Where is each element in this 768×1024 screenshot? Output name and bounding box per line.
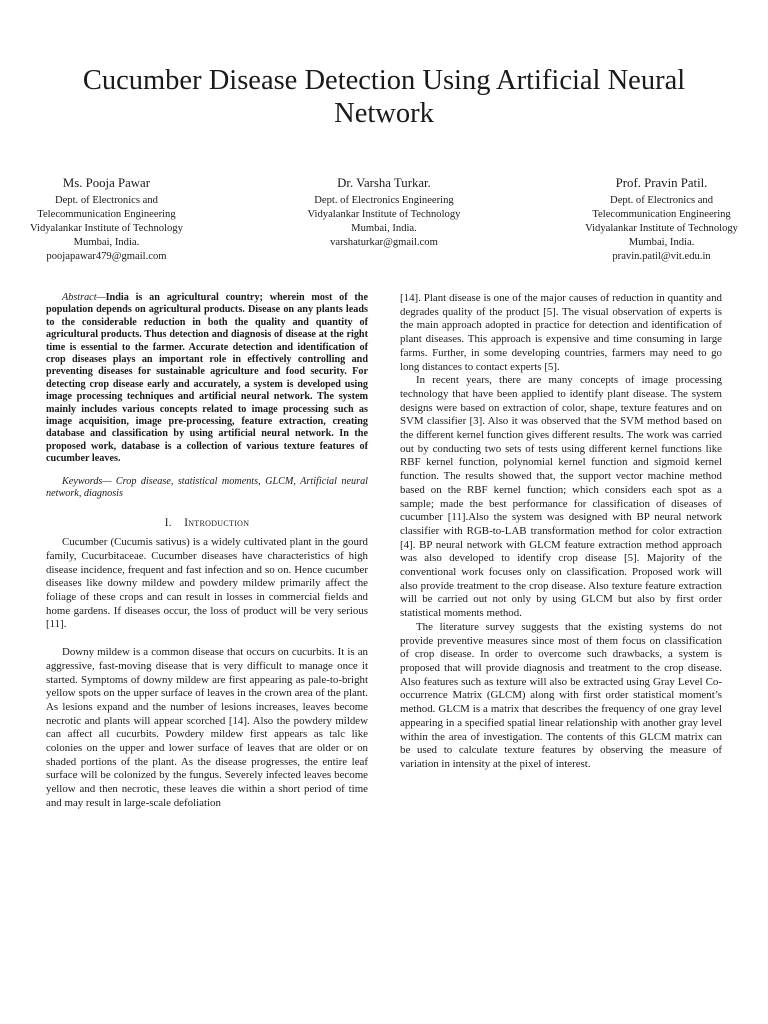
author-location: Mumbai, India.: [628, 237, 695, 248]
author-block: [30, 176, 738, 264]
author-institute: Vidyalankar Institute of Technology: [585, 223, 738, 234]
keywords-text: Crop disease, statistical moments, GLCM, Artificial neural network, diagnosis: [46, 475, 368, 500]
author-location: Mumbai, India.: [351, 223, 417, 234]
section-title-rest: ntroduction: [188, 516, 250, 529]
body-paragraph: Cucumber (Cucumis sativus) is a widely cultivated plant in the gourd family, Cucurbitaceae. Cucumber diseases have characteristics of high disease incidence, frequent and fast infection and so on. Hence cucumber diseases like downy mildew and powdery mildew primarily affect the foliage of these crops and can result in losses in commercial fields and home gardens. If diseases occur, the loss of product will be very serious [11].: [46, 536, 368, 631]
author-institute: Vidyalankar Institute of Technology: [30, 223, 183, 234]
section-number: I.: [164, 516, 172, 529]
author-name: Ms. Pooja Pawar: [62, 176, 150, 190]
author-email: poojapawar479@gmail.com: [46, 251, 167, 262]
abstract: [46, 292, 368, 466]
author-location: Mumbai, India.: [73, 237, 140, 248]
paper-title: Cucumber Disease Detection Using Artificial Neural Network: [82, 65, 686, 129]
body-paragraph: [14]. Plant disease is one of the major causes of reduction in quantity and degrades quality of the product [5]. The visual observation of experts is the main approach adopted in practice for detection and identification of plant diseases. This approach is expensive and time consuming in large farms. Further, in some developing countries, farmers may need to go long distances to contact experts [5].: [400, 292, 722, 373]
author-affiliation: Dept. of Electronics and: [610, 195, 714, 206]
author-name: Prof. Pravin Patil.: [615, 176, 708, 190]
keywords: [46, 476, 368, 501]
author-2: [308, 176, 461, 264]
author-email: pravin.patil@vit.edu.in: [612, 251, 711, 262]
section-initial: I: [184, 516, 189, 529]
author-affiliation: Dept. of Electronics and: [54, 195, 158, 206]
author-name: Dr. Varsha Turkar.: [337, 176, 431, 190]
body-paragraph: In recent years, there are many concepts of image processing technology that have been applied to identify plant disease. The system designs were based on extraction of color, shape, texture features and on SVM classifier [3]. Also it was observed that the SVM method based on the different kernel function gives different results. The work was carried out by conducting two sets of tests using different kernel functions like RBF kernel function, polynomial kernel function and sigmoid kernel function. The results showed that, the support vector machine method based on the RBF kernel function; which considers each spot as a sample; made the best performance for classification of diseases of cucumber [11].Also the system was designed with BP neural network classifier with RGB-to-LAB transformation method for color extraction [4]. BP neural network with GLCM feature extraction method approach was also developed to identify crop disease [5]. Majority of the conventional work focuses only on classification. Proposed work will also provide treatment to the crop disease. Also texture feature extraction will be carried out not only by using GLCM but also by first order statistical moments method.: [400, 374, 722, 620]
author-email: varshaturkar@gmail.com: [330, 237, 438, 248]
body-paragraph: The literature survey suggests that the existing systems do not provide preventive measures since most of them focus on classification of crop disease. In order to overcome such drawbacks, a system is proposed that will provide diagnosis and treatment to the crop disease. Also features such as texture will also be extracted using Gray Level Co-occurrence Matrix (GLCM) along with first order statistical moment’s method. GLCM is a matrix that describes the frequency of one gray level appearing in a specified spatial linear relationship with another gray level within the area of investigation. The contents of this GLCM matrix can be used to calculate texture features by observing the measure of variation in intensity at the pixel of interest.: [400, 620, 722, 770]
right-column: [400, 292, 722, 772]
abstract-label: Abstract—: [62, 292, 106, 303]
author-1: [30, 176, 183, 264]
body-paragraph: Downy mildew is a common disease that occurs on cucurbits. It is an aggressive, fast-moving disease that is very difficult to manage once it started. Symptoms of downy mildew are first appearing as pale-to-bright yellow spots on the upper surface of leaves in the crown area of the plant. As lesions expand and the number of lesions increases, leaves become necrotic and plants will appear scorched [14]. Also the powdery mildew can affect all cucurbits. Powdery mildew first appears as talc like colonies on the upper and lower surface of leaves that are older or on shaded portions of the plant. As the disease progresses, the entire leaf surface will be colonized by the fungus. Severely infected leaves become yellow and then necrotic, these leaves die within a short period of time and may result in large-scale defoliation: [46, 646, 368, 809]
author-3: [585, 176, 738, 264]
author-affiliation: Dept. of Electronics Engineering: [314, 195, 454, 206]
left-column: [46, 292, 368, 811]
author-affiliation: Telecommunication Engineering: [37, 209, 176, 220]
author-institute: Vidyalankar Institute of Technology: [307, 209, 461, 220]
section-heading-introduction: [46, 517, 368, 531]
keywords-label: Keywords—: [62, 475, 112, 487]
abstract-text: India is an agricultural country; wherein most of the population depends on agricultural products. Disease on any plants leads to the considerable reduction in both the quality and quantity of agricultural products. Thus detection and diagnosis of disease at the right time is essential to the farmer. Accurate detection and identification of crop diseases plays an important role in effectively controlling and preventing diseases for sustainable agriculture and food security. For detecting crop disease early and accurately, a system is developed using image processing techniques and artificial neural network. The system mainly includes various concepts related to image processing such as image acquisition, image pre-processing, feature extraction, creating database and classification by using artificial neural network. In the proposed work, database is a collection of various texture features of cucumber leaves.: [46, 292, 368, 465]
author-affiliation: Telecommunication Engineering: [592, 209, 731, 220]
